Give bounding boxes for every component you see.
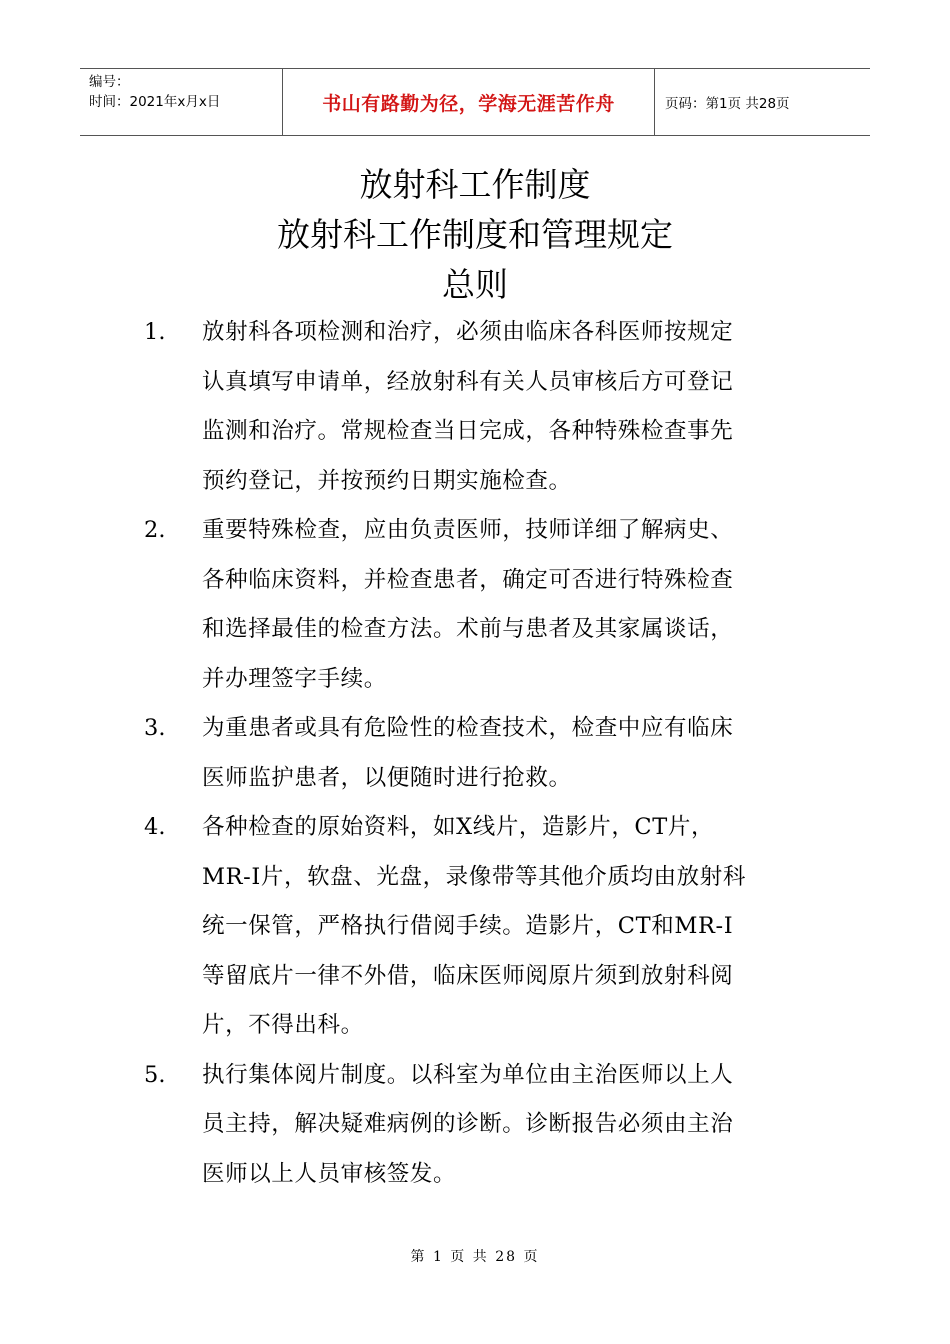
text-line: 员主持，解决疑难病例的诊断。诊断报告必须由主治 [202,1111,734,1137]
document-title: 放射科工作制度 [359,165,591,204]
document-header [80,68,870,136]
list-item [0,506,950,704]
text-line: 执行集体阅片制度。以科室为单位由主治医师以上人 [202,1061,734,1088]
item-text [202,506,814,704]
header-motto-cell [282,69,655,135]
item-text [202,308,814,506]
text-line: 为重患者或具有危险性的检查技术，检查中应有临床 [202,715,734,741]
item-number: 3. [144,715,166,741]
list-item [0,803,950,1051]
text-line: 放射科各项检测和治疗，必须由临床各科医师按规定 [202,319,734,345]
list-item [0,308,950,506]
date-label: 时间：2021年x月x日 [89,94,221,110]
text-line: 并办理签字手续。 [202,665,387,692]
item-number: 5. [144,1061,166,1088]
motto-text: 书山有路勤为径，学海无涯苦作舟 [322,92,615,115]
page-footer: 第 1 页 共 28 页 [410,1249,540,1265]
text-line: 片，不得出科。 [202,1012,364,1038]
list-item [0,1051,950,1200]
item-number: 2. [144,517,166,543]
text-line: 重要特殊检查，应由负责医师，技师详细了解病史、 [202,517,734,543]
text-line: 统一保管，严格执行借阅手续。造影片，CT和MR-I [202,913,734,939]
header-meta [80,69,282,135]
text-line: 各种临床资料，并检查患者，确定可否进行特殊检查 [202,566,734,593]
document-subtitle: 放射科工作制度和管理规定 [277,215,673,254]
text-line: 医师以上人员审核签发。 [202,1160,457,1187]
text-line: 认真填写申请单，经放射科有关人员审核后方可登记 [202,368,734,395]
item-text [202,1051,814,1200]
text-line: 医师监护患者，以便随时进行抢救。 [202,764,572,791]
page-info-text: 页码：第1页 共28页 [665,96,790,112]
text-line: 各种检查的原始资料，如X线片，造影片，CT片， [202,814,715,840]
text-line: 监测和治疗。常规检查当日完成，各种特殊检查事先 [202,418,734,444]
header-page-info [655,69,870,135]
text-line: 预约登记，并按预约日期实施检查。 [202,467,572,494]
item-text [202,803,814,1051]
item-number: 4. [144,814,166,840]
rules-list [0,308,950,1199]
item-text [202,704,814,803]
text-line: 和选择最佳的检查方法。术前与患者及其家属谈话， [202,616,734,642]
section-heading: 总则 [442,265,508,304]
number-label: 编号： [89,74,130,90]
list-item [0,704,950,803]
text-line: 等留底片一律不外借，临床医师阅原片须到放射科阅 [202,962,734,989]
item-number: 1. [144,319,166,345]
text-line: MR-I片，软盘、光盘，录像带等其他介质均由放射科 [202,863,746,890]
